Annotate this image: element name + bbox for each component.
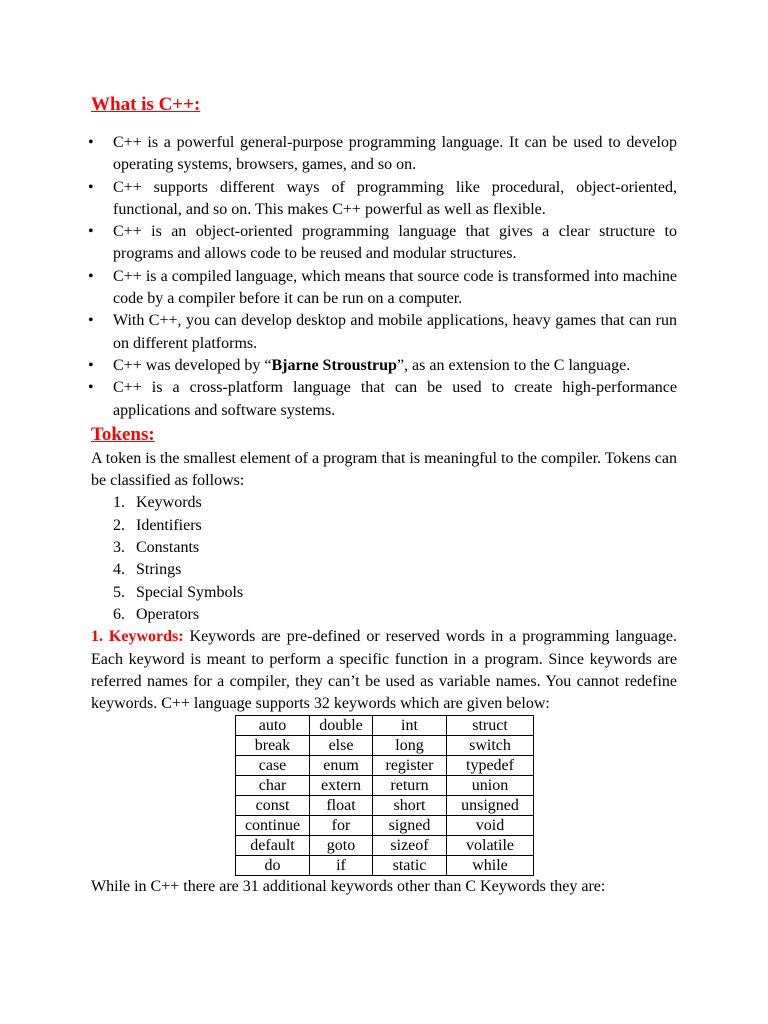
token-type-number: 4. [113,561,125,579]
keyword-row [236,816,534,836]
bullet-dot: • [88,134,94,151]
token-type-item [113,582,677,604]
bullet-item [88,132,677,177]
keywords-lead: 1. Keywords: [91,628,184,646]
bullet-item [88,266,677,311]
keyword-cell: extern [310,776,373,796]
bullet-item [88,377,677,422]
keywords-paragraph [91,626,677,715]
bullet-item [88,221,677,266]
keyword-cell: switch [447,736,534,756]
tokens-intro: A token is the smallest element of a program that is meaningful to the compiler. Tokens can be classified as follows: [91,449,677,490]
keywords-text: Keywords are pre-defined or reserved words in a programming language. Each keyword is meant to perform a specific function in a program. Since keywords are referred names for a compiler, they can’t be used as variable names. You cannot redefine keywords. C++ language supports 32 keywords which are given below: [91,628,678,713]
closing-text: While in C++ there are 31 additional keywords other than C Keywords they are: [91,878,606,896]
token-type-item [113,515,677,537]
keyword-cell: continue [236,816,310,836]
keyword-row [236,756,534,776]
keyword-cell: double [310,716,373,736]
bullet-bold-name: Bjarne Stroustrup [271,356,397,374]
token-type-item [113,492,677,514]
keyword-cell: union [447,776,534,796]
cpp-bullet-list [88,132,677,422]
bullet-dot: • [88,223,94,241]
keyword-cell: float [310,796,373,816]
keyword-cell: break [236,736,310,756]
keyword-cell: if [310,856,373,876]
token-type-number: 2. [113,516,125,534]
keyword-cell: do [236,856,310,876]
keyword-cell: goto [310,836,373,856]
keyword-cell: for [310,816,373,836]
bullet-dot: • [88,379,94,397]
bullet-dot: • [88,178,94,196]
keyword-row [236,836,534,856]
token-type-item [113,559,677,581]
token-type-label: Keywords [136,494,202,512]
bullet-dot: • [88,312,94,330]
token-type-label: Constants [136,539,200,557]
token-type-item [113,537,677,559]
bullet-text: C++ is a compiled language, which means that source code is transformed into machine code by a compiler before it can be run on a computer. [113,267,677,308]
keyword-cell: sizeof [373,836,447,856]
keyword-cell: register [373,756,447,776]
bullet-text: With C++, you can develop desktop and mobile applications, heavy games that can run on different platforms. [113,312,677,352]
keyword-cell: typedef [447,756,534,776]
bullet-text: C++ is an object-oriented programming language that gives a clear structure to programs and allows code to be reused and modular structures. [113,223,677,263]
keyword-table [235,715,534,876]
bullet-text: C++ supports different ways of programming like procedural, object-oriented, functional, and so on. This makes C++ powerful as well as flexible. [113,178,677,218]
keyword-cell: char [236,776,310,796]
keyword-cell: void [447,816,534,836]
bullet-text: C++ is a cross-platform language that can be used to create high-performance applications and software systems. [113,379,677,419]
token-type-number: 1. [113,494,125,512]
heading-what-is-cpp: What is C++: [91,94,201,115]
token-type-number: 6. [113,605,125,623]
keyword-cell: short [373,796,447,816]
keyword-cell: static [373,856,447,876]
bullet-text: C++ was developed by “ [113,356,272,374]
keyword-cell: enum [310,756,373,776]
keyword-row [236,776,534,796]
token-type-label: Operators [136,605,200,623]
keyword-cell: else [310,736,373,756]
token-type-label: Strings [136,561,182,579]
token-type-label: Identifiers [136,516,202,534]
keyword-row [236,796,534,816]
document-content [88,92,678,899]
bullet-item [88,310,677,355]
token-type-item [113,604,677,626]
token-type-number: 3. [113,539,125,557]
keyword-row [236,716,534,736]
keyword-cell: int [373,716,447,736]
keyword-cell: while [447,856,534,876]
keyword-cell: struct [447,716,534,736]
bullet-item [88,355,677,377]
keyword-cell: long [373,736,447,756]
keyword-cell: unsigned [447,796,534,816]
heading-tokens: Tokens: [91,423,155,445]
keyword-row [236,736,534,756]
bullet-text: C++ is a powerful general-purpose programming language. It can be used to develop operating systems, browsers, games, and so on. [113,134,677,174]
keyword-cell: auto [236,716,310,736]
bullet-dot: • [88,267,94,285]
token-types-list [91,492,677,626]
keyword-cell: case [236,756,310,776]
keyword-cell: signed [373,816,447,836]
keyword-row [236,856,534,876]
keyword-cell: volatile [447,836,534,856]
bullet-text: ”, as an extension to the C language. [396,356,631,374]
keyword-cell: return [373,776,447,796]
token-type-label: Special Symbols [136,583,244,601]
bullet-dot: • [88,356,94,374]
bullet-item [88,177,677,222]
keyword-cell: default [236,836,310,856]
keyword-cell: const [236,796,310,816]
token-type-number: 5. [113,583,125,601]
